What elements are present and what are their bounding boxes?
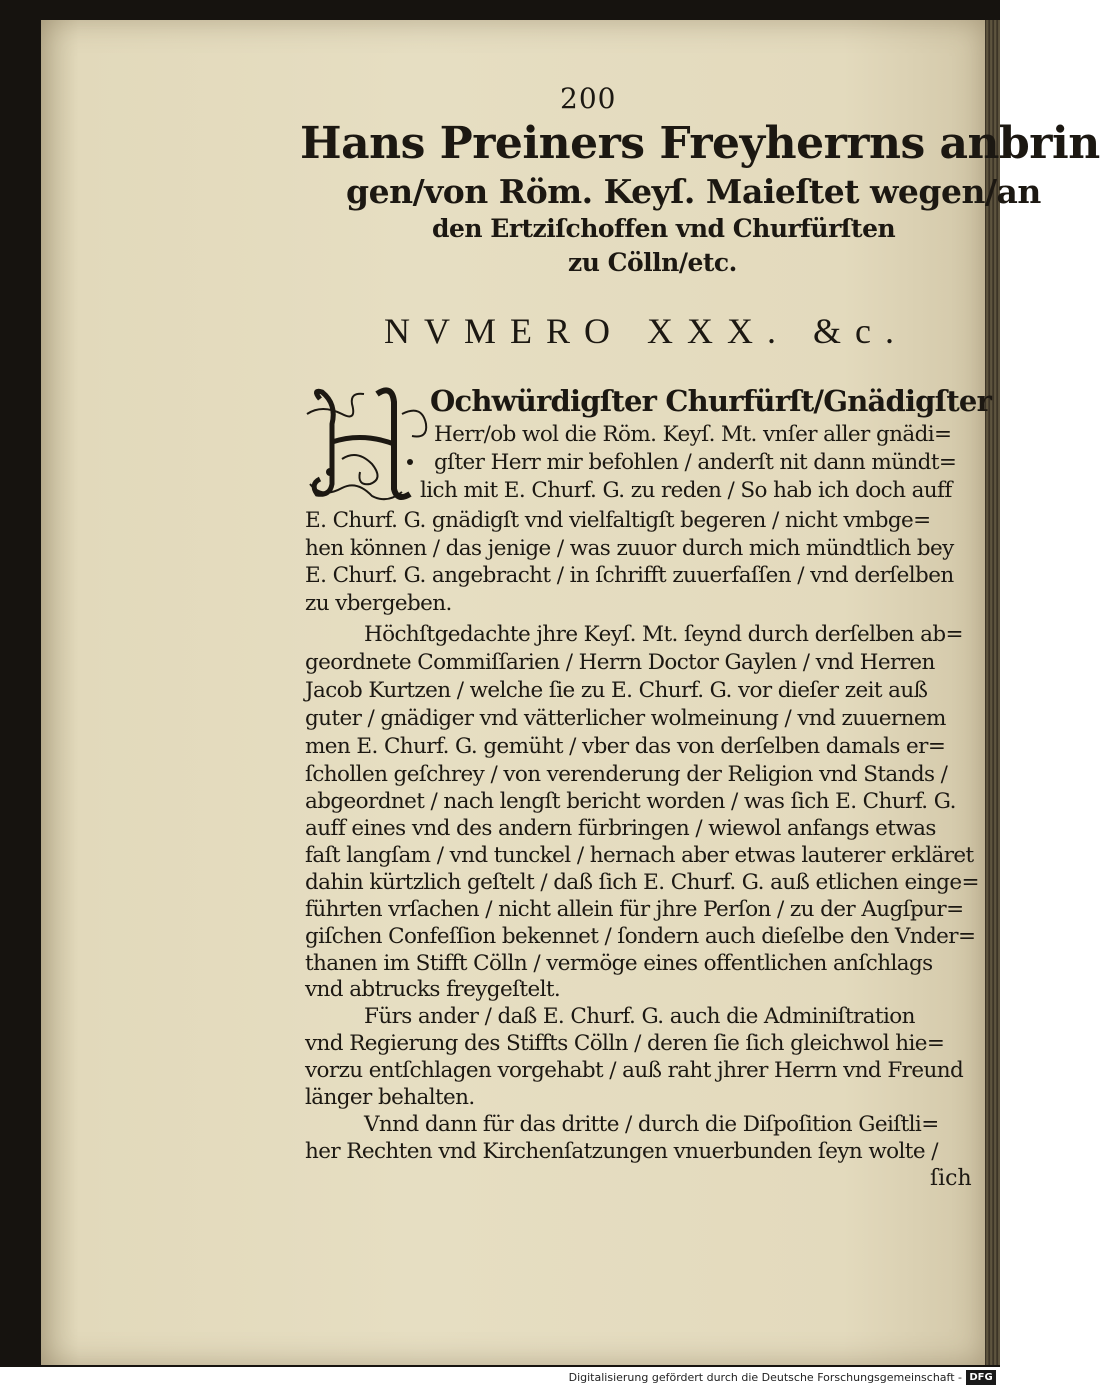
section-heading: NVMERO XXX. &c. [384, 311, 908, 351]
body-line-18: dahin kürtzlich geſtelt / daß ſich E. Churf. G. auß etlichen einge= [305, 870, 979, 895]
book-edge [985, 20, 1000, 1365]
body-line-12: guter / gnädiger vnd vätterlicher wolmeinung / vnd zuuernem [305, 706, 946, 731]
body-line-3: gſter Herr mir befohlen / anderſt nit dann mündt= [434, 450, 957, 475]
body-line-4: lich mit E. Churf. G. zu reden / So hab ich doch auff [420, 478, 952, 503]
body-line-24: vnd Regierung des Stiffts Cölln / deren ſie ſich gleichwol hie= [305, 1031, 945, 1056]
body-line-23: Fürs ander / daß E. Churf. G. auch die Adminiſtration [364, 1004, 915, 1029]
body-line-19: führten vrſachen / nicht allein für jhre Perſon / zu der Augſpur= [305, 897, 964, 922]
body-line-8: zu vbergeben. [305, 591, 452, 616]
page-number: 200 [560, 82, 617, 115]
body-line-11: Jacob Kurtzen / welche ſie zu E. Churf. G. vor dieſer zeit auß [305, 678, 928, 703]
footer-credit: Digitalisierung gefördert durch die Deutsche Forschungsgemeinschaft - [568, 1371, 962, 1384]
body-line-27: Vnnd dann für das dritte / durch die Diſpoſition Geiſtli= [364, 1112, 939, 1137]
body-line-5: E. Churf. G. gnädigſt vnd vielfaltigſt begeren / nicht vmbge= [305, 508, 931, 533]
body-line-17: faſt langſam / vnd tunckel / hernach aber etwas lauterer erkläret [305, 843, 974, 868]
body-line-28: her Rechten vnd Kirchenſatzungen vnuerbunden ſeyn wolte / [305, 1139, 938, 1164]
body-line-26: länger behalten. [305, 1085, 475, 1110]
footer-bar [0, 1367, 1000, 1389]
body-line-2: Herr/ob wol die Röm. Keyſ. Mt. vnſer aller gnädi= [434, 422, 952, 447]
body-line-6: hen können / das jenige / was zuuor durch mich mündtlich bey [305, 536, 954, 561]
body-line-10: geordnete Commiſſarien / Herrn Doctor Gaylen / vnd Herren [305, 650, 935, 675]
title-line-3: den Ertziſchoffen vnd Churfürſten [432, 214, 896, 243]
body-line-16: auff eines vnd des andern fürbringen / wiewol anfangs etwas [305, 816, 936, 841]
body-line-20: giſchen Confeſſion bekennet / ſondern auch dieſelbe den Vnder= [305, 924, 976, 949]
title-line-2: gen/von Röm. Keyſ. Maieſtet wegen/an [346, 172, 1041, 211]
catchword: ſich [930, 1166, 972, 1191]
body-line-21: thanen im Stifft Cölln / vermöge eines offentlichen anſchlags [305, 951, 933, 976]
dfg-logo: DFG [966, 1370, 996, 1385]
body-line-9: Höchſtgedachte jhre Keyſ. Mt. ſeynd durch derſelben ab= [364, 622, 963, 647]
body-line-15: abgeordnet / nach lengſt bericht worden / was ſich E. Churf. G. [305, 789, 956, 814]
body-line-1: Ochwürdigſter Churfürſt/Gnädigſter [430, 384, 992, 418]
decorated-initial-h [302, 384, 432, 504]
body-line-14: ſchollen geſchrey / von verenderung der Religion vnd Stands / [305, 762, 948, 787]
body-line-13: men E. Churf. G. gemüht / vber das von derſelben damals er= [305, 734, 946, 759]
body-line-22: vnd abtrucks freygeſtelt. [305, 977, 561, 1002]
title-line-1: Hans Preiners Freyherrns anbrin [300, 118, 1100, 169]
title-line-4: zu Cölln/etc. [568, 248, 737, 277]
body-line-25: vorzu entſchlagen vorgehabt / auß raht jhrer Herrn vnd Freund [305, 1058, 964, 1083]
body-line-7: E. Churf. G. angebracht / in ſchrifft zuuerfaſſen / vnd derſelben [305, 563, 954, 588]
